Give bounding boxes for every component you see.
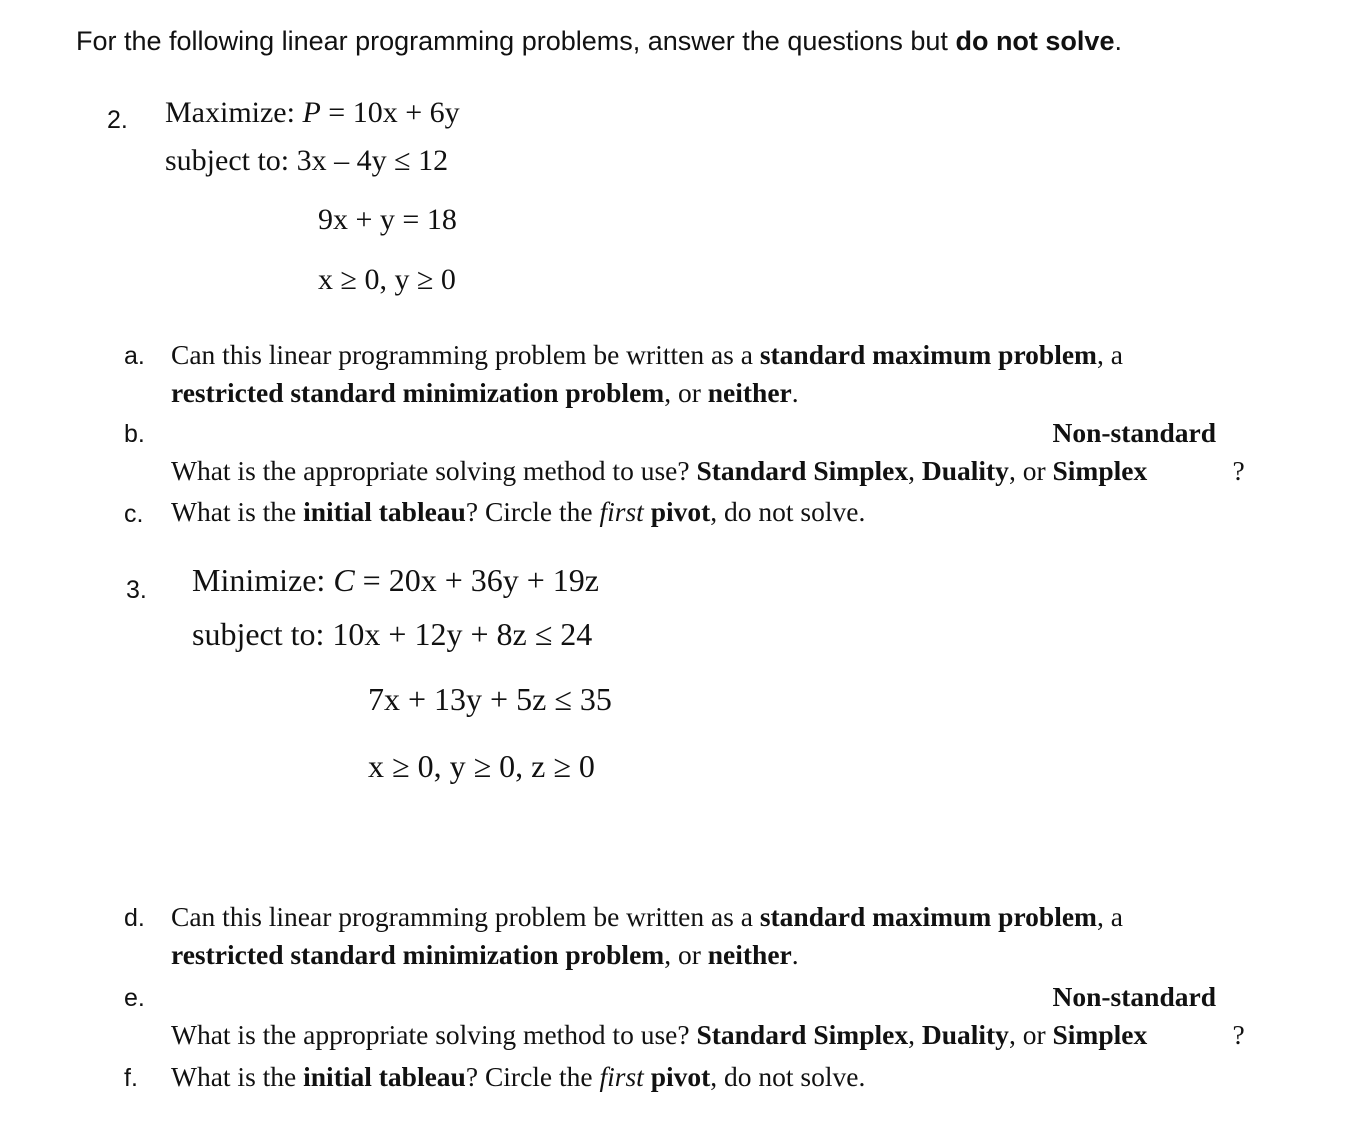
q-e-part: , or <box>1008 1019 1053 1050</box>
problem-3-subject-to <box>192 616 592 653</box>
q-e-bold: Standard Simplex <box>696 1019 909 1050</box>
q-f-part: ? Circle the <box>465 1061 600 1092</box>
question-d-text <box>171 898 1123 974</box>
q-d-bold: restricted standard minimization problem <box>171 939 665 970</box>
problem-3-objective <box>192 562 599 599</box>
problem-3-constraint-2: 7x + 13y + 5z ≤ 35 <box>368 681 612 717</box>
instructions <box>76 26 1122 57</box>
q-d-bold: neither <box>707 939 792 970</box>
subject-to-label: subject to: <box>165 144 297 177</box>
q-c-italic: first <box>599 496 644 527</box>
q-a-part: . <box>791 377 799 408</box>
objective-label: Minimize: <box>192 562 334 598</box>
question-f-text <box>171 1058 865 1096</box>
q-f-bold: pivot <box>650 1061 711 1092</box>
q-d-part: . <box>791 939 799 970</box>
q-b-bold: Duality <box>921 455 1009 486</box>
question-e-text <box>171 978 1245 1054</box>
problem-3-number: 3. <box>126 576 147 604</box>
q-a-bold: restricted standard minimization problem <box>171 377 665 408</box>
problem-2-nonnegativity: x ≥ 0, y ≥ 0 <box>318 263 456 296</box>
q-b-bold: Non-standard Simplex <box>1052 417 1216 486</box>
problem-2-constraint-2: 9x + y = 18 <box>318 203 457 236</box>
q-b-part: , or <box>1008 455 1053 486</box>
q-a-part: Can this linear programming problem be written as a <box>171 339 760 370</box>
q-d-part: , a <box>1096 901 1123 932</box>
q-a-part: , a <box>1096 339 1123 370</box>
question-d-letter: d. <box>124 904 145 932</box>
q-d-part: , or <box>664 939 708 970</box>
question-f-letter: f. <box>124 1064 138 1092</box>
q-f-part: , do not solve. <box>710 1061 866 1092</box>
question-c-text <box>171 493 865 531</box>
q-f-part <box>644 1061 651 1092</box>
q-a-part: , or <box>664 377 708 408</box>
question-a-letter: a. <box>124 342 145 370</box>
problem-2-number: 2. <box>107 106 128 134</box>
q-b-bold: Standard Simplex <box>696 455 909 486</box>
q-b-part: ? <box>1232 455 1245 486</box>
q-c-bold: pivot <box>650 496 711 527</box>
constraint-1: 10x + 12y + 8z ≤ 24 <box>332 616 593 652</box>
q-d-part: Can this linear programming problem be written as a <box>171 901 760 932</box>
instructions-text: For the following linear programming problems, answer the questions but <box>76 26 956 56</box>
q-a-bold: standard maximum problem <box>759 339 1097 370</box>
q-e-part: What is the appropriate solving method to use? <box>171 1019 697 1050</box>
q-c-part: What is the <box>171 496 304 527</box>
objective-variable: C <box>333 562 355 598</box>
problem-3-nonnegativity: x ≥ 0, y ≥ 0, z ≥ 0 <box>368 748 595 784</box>
q-d-bold: standard maximum problem <box>759 901 1097 932</box>
q-b-part: What is the appropriate solving method to use? <box>171 455 697 486</box>
problem-2-objective <box>165 96 460 130</box>
subject-to-label: subject to: <box>192 616 333 652</box>
constraint-1: 3x – 4y ≤ 12 <box>296 144 449 177</box>
q-f-part: What is the <box>171 1061 304 1092</box>
q-c-part: ? Circle the <box>465 496 600 527</box>
question-b-letter: b. <box>124 420 145 448</box>
q-c-part <box>644 496 651 527</box>
q-e-bold: Duality <box>921 1019 1009 1050</box>
q-e-part: , <box>908 1019 922 1050</box>
question-a-text <box>171 336 1123 412</box>
problem-2-subject-to <box>165 144 448 178</box>
objective-label: Maximize: <box>165 96 303 129</box>
question-b-text <box>171 414 1245 490</box>
q-c-bold: initial tableau <box>303 496 466 527</box>
q-f-bold: initial tableau <box>303 1061 466 1092</box>
question-c-letter: c. <box>124 500 144 528</box>
question-e-letter: e. <box>124 984 145 1012</box>
objective-variable: P <box>302 96 321 129</box>
q-f-italic: first <box>599 1061 644 1092</box>
q-c-part: , do not solve. <box>710 496 866 527</box>
q-b-part: , <box>908 455 922 486</box>
instructions-emphasis: do not solve <box>955 26 1115 56</box>
q-e-bold: Non-standard Simplex <box>1052 981 1216 1050</box>
objective-expression: = 10x + 6y <box>320 96 460 129</box>
q-e-part: ? <box>1232 1019 1245 1050</box>
instructions-period: . <box>1114 26 1122 56</box>
objective-expression: = 20x + 36y + 19z <box>354 562 599 598</box>
q-a-bold: neither <box>707 377 792 408</box>
